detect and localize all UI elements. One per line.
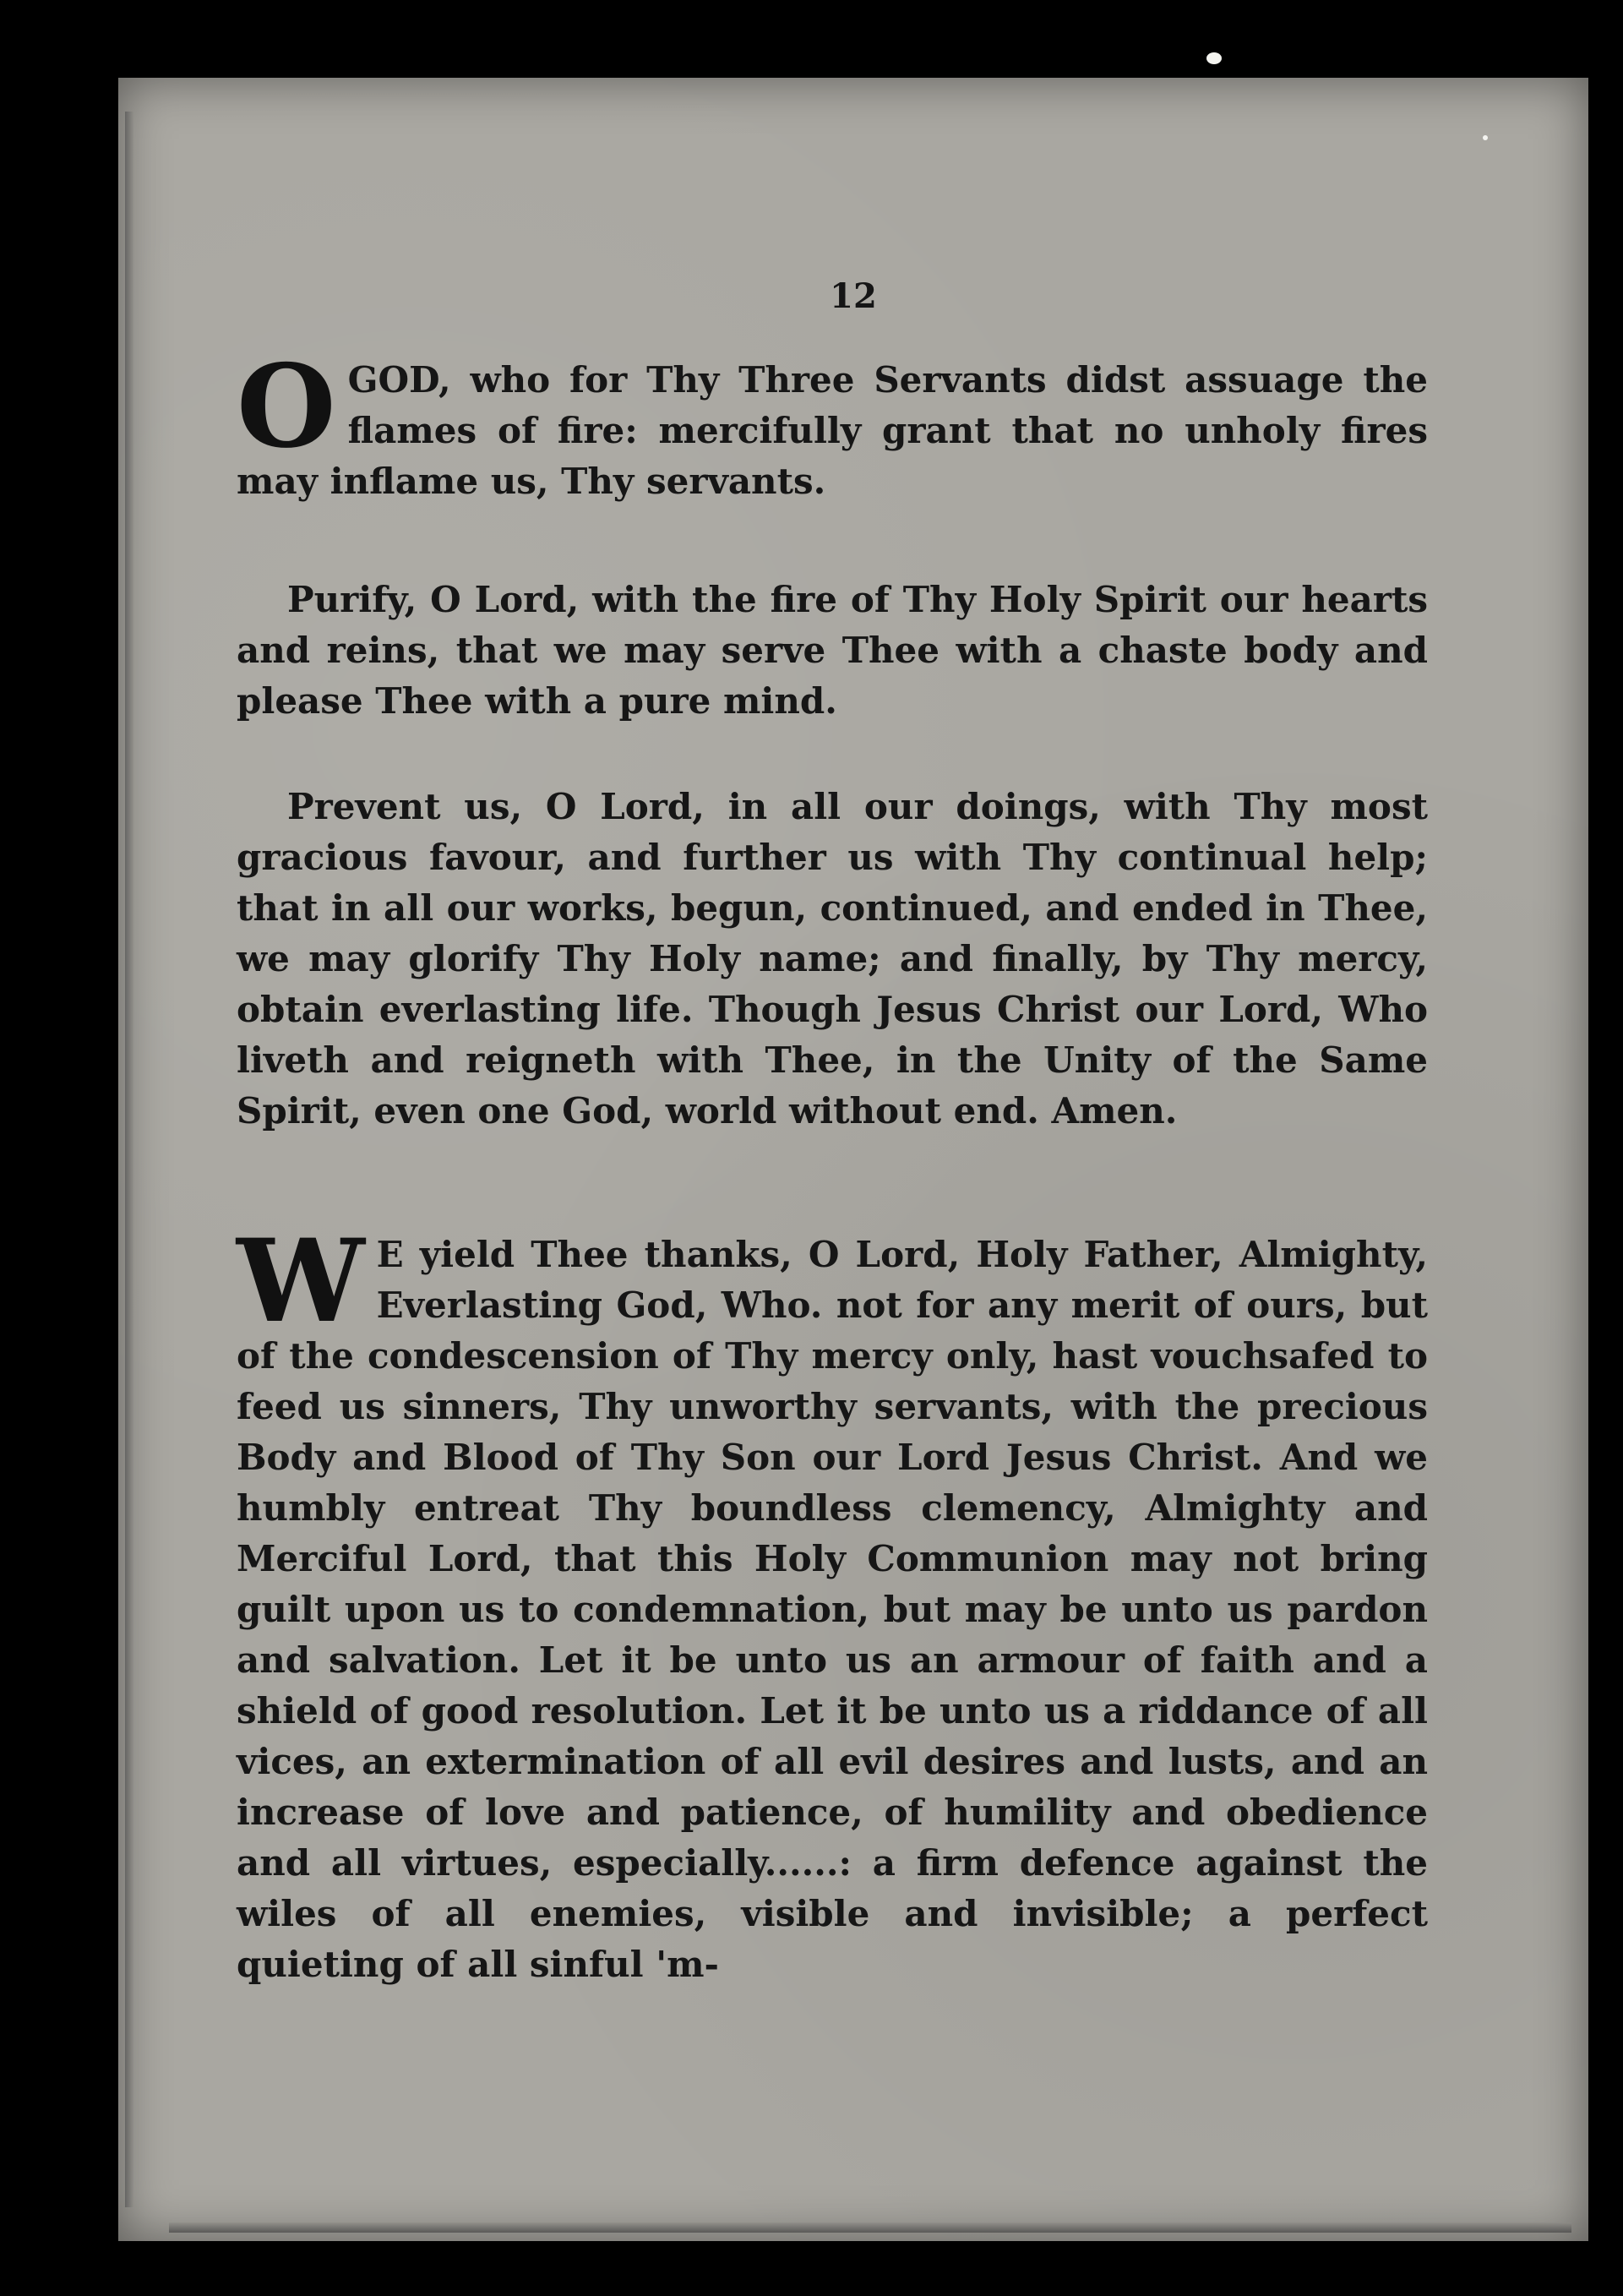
paragraph-4-text: E yield Thee thanks, O Lord, Holy Father, Almighty, Everlasting God, Who. not for any merit of ours, but of the condescension of Thy mercy only, hast vouchsafed to feed us sinners, Thy unworthy servants, with the precious Body and Blood of Thy Son our Lord Jesus Christ. And we humbly entreat Thy boundless clemency, Almighty and Merciful Lord, that this Holy Communion may not bring guilt upon us to condemnation, but may be unto us pardon and salvation. Let it be unto us an armour of faith and a shield of good resolution. Let it be unto us a riddance of all vices, an extermination of all evil desires and lusts, and an increase of love and patience, of humility and obedience and all virtues, especially......: a firm defence against the wiles of all enemies, visible and invisible; a perfect quieting of all sinful 'm- (237, 1234, 1428, 1985)
paragraph-1-text: GOD, who for Thy Three Servants didst assuage the flames of fire: mercifully grant that no unholy fires may inflame us, Thy servants. (237, 359, 1428, 502)
dust-speck (1206, 52, 1222, 64)
paragraph-1 (237, 339, 1428, 507)
paragraph-4 (237, 1213, 1428, 1990)
page-edge-bottom (169, 2222, 1571, 2233)
paragraph-3-text: Prevent us, O Lord, in all our doings, with Thy most gracious favour, and further us with Thy continual help; that in all our works, begun, continued, and ended in Thee, we may glorify Thy Holy name; and finally, by Thy mercy, obtain everlasting life. Though Jesus Christ our Lord, Who liveth and reigneth with Thee, in the Unity of the Same Spirit, even one God, world without end. Amen. (237, 786, 1428, 1132)
paragraph-3 (237, 782, 1428, 1137)
page-edge-left (125, 112, 133, 2207)
paragraph-2 (237, 575, 1428, 727)
dropcap-w: W (237, 1213, 365, 1348)
dropcap-o: O (237, 339, 336, 473)
page-number: 12 (830, 276, 877, 316)
paragraph-2-text: Purify, O Lord, with the fire of Thy Holy Spirit our hearts and reins, that we may serve Thee with a chaste body and please Thee with a pure mind. (237, 579, 1428, 722)
dust-speck (1483, 135, 1488, 140)
